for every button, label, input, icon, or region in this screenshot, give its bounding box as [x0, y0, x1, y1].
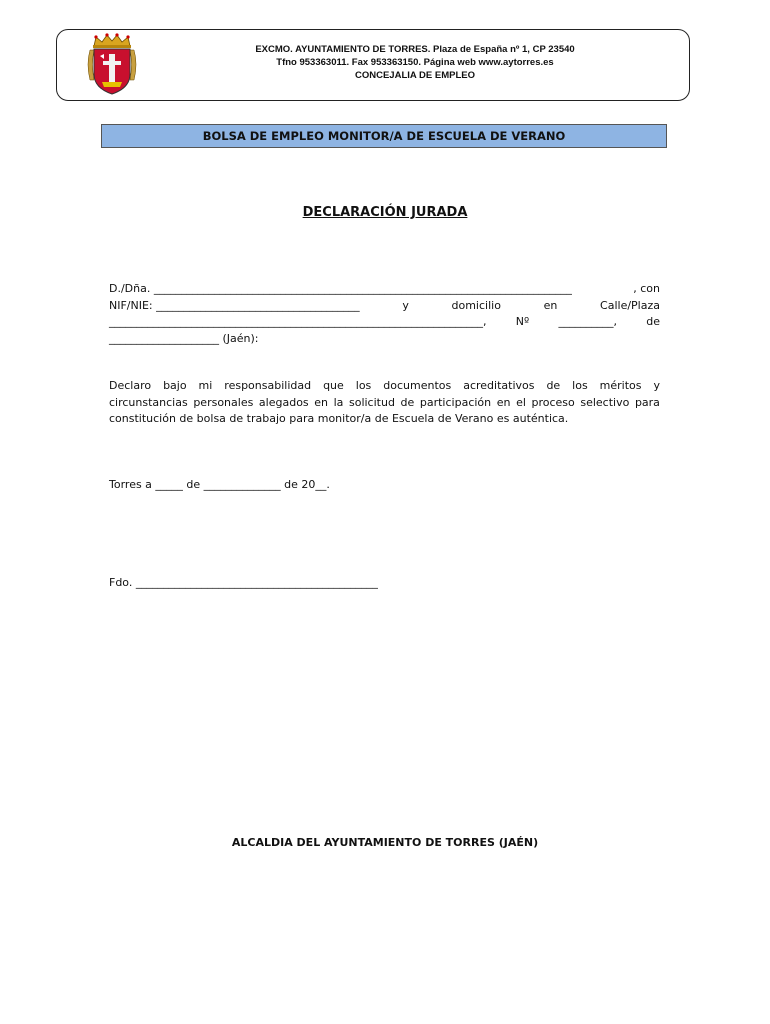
personal-data-block: [109, 281, 660, 347]
coat-of-arms-icon: [86, 32, 138, 96]
declaration-word: méritos: [599, 379, 642, 392]
declaration-word: bajo: [163, 379, 187, 392]
declaration-word: solicitud: [348, 395, 395, 409]
declaration-word: responsabilidad: [224, 379, 312, 392]
letterhead-address: EXCMO. AYUNTAMIENTO DE TORRES. Plaza de España nº 1, CP 23540: [255, 44, 575, 55]
declaration-word: los: [572, 379, 588, 392]
word-numero: Nº: [515, 315, 530, 328]
declaration-word: en: [314, 395, 328, 409]
declaration-word: y: [653, 379, 660, 392]
word-domicilio: domicilio: [451, 298, 501, 312]
declaration-word: participación: [419, 395, 492, 409]
name-field[interactable]: D./Dña. ____________________________________________________________________________: [109, 282, 572, 295]
word-y: y: [402, 298, 409, 312]
declaration-word: de: [400, 395, 415, 409]
declaration-word: de: [546, 379, 561, 392]
name-line: [109, 281, 660, 298]
declaration-word: para: [634, 395, 660, 409]
declaration-line-3: constitución de bolsa de trabajo para monitor/a de Escuela de Verano es auténtica.: [109, 412, 569, 425]
declaration-word: los: [355, 379, 372, 392]
town-field[interactable]: ____________________ (Jaén):: [109, 331, 259, 345]
declaration-word: documentos: [383, 379, 452, 392]
name-suffix: , con: [633, 282, 660, 295]
declaration-word: en: [496, 395, 511, 409]
letterhead-department: CONCEJALIA DE EMPLEO: [355, 70, 475, 81]
letterhead-contact: Tfno 953363011. Fax 953363150. Página web www.aytorres.es: [276, 57, 554, 68]
declaration-word: acreditativos: [463, 379, 535, 392]
date-line[interactable]: Torres a _____ de ______________ de 20__.: [109, 478, 330, 491]
declaration-word: selectivo: [580, 395, 630, 409]
address-line: [109, 314, 660, 331]
declaration-word: Declaro: [109, 379, 152, 392]
declaration-paragraph: [109, 378, 660, 428]
signature-line[interactable]: Fdo. ____________________________________________: [109, 576, 378, 589]
number-field[interactable]: __________,: [558, 315, 617, 328]
word-en: en: [543, 298, 558, 312]
document-title: DECLARACIÓN JURADA: [302, 205, 468, 220]
word-calle-plaza: Calle/Plaza: [600, 298, 660, 312]
nif-line: [109, 298, 660, 315]
declaration-word: mi: [198, 379, 213, 392]
footer-authority: ALCALDIA DEL AYUNTAMIENTO DE TORRES (JAÉN): [231, 836, 539, 849]
declaration-word: que: [323, 379, 344, 392]
declaration-word: personales: [193, 395, 254, 409]
letterhead-text: [140, 43, 690, 82]
word-de: de: [646, 315, 660, 328]
declaration-line-1: [109, 378, 660, 395]
street-field[interactable]: ____________________________________________________________________,: [109, 315, 487, 328]
declaration-word: circunstancias: [109, 395, 188, 409]
declaration-word: proceso: [531, 395, 575, 409]
banner-title: BOLSA DE EMPLEO MONITOR/A DE ESCUELA DE VERANO: [101, 124, 667, 148]
declaration-word: la: [333, 395, 344, 409]
declaration-word: alegados: [258, 395, 309, 409]
declaration-word: el: [516, 395, 526, 409]
nif-field[interactable]: NIF/NIE: _____________________________________: [109, 298, 360, 312]
declaration-line-2: [109, 395, 660, 412]
